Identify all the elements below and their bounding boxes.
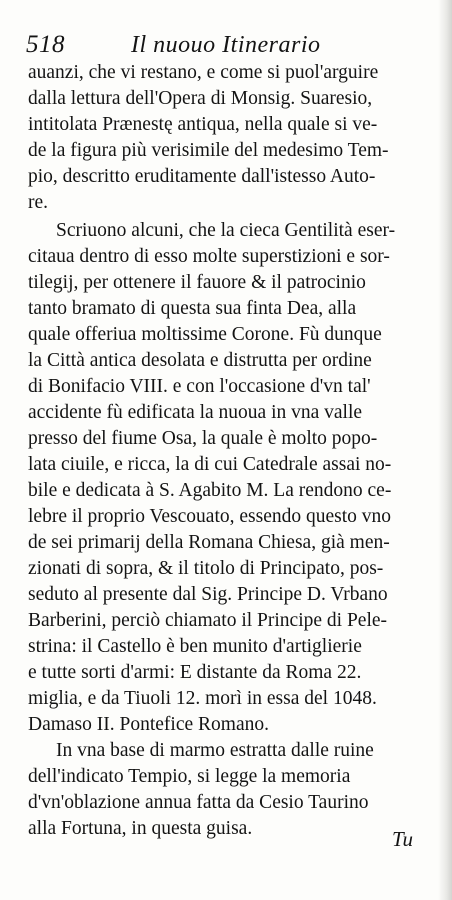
text-line: bile e dedicata à S. Agabito M. La rendono ce-: [28, 480, 392, 501]
text-line: e tutte sorti d'armi: E distante da Roma 22.: [28, 662, 362, 683]
text-line: accidente fù edificata la nuoua in vna valle: [28, 402, 363, 423]
text-line: di Bonifacio VIII. e con l'occasione d'vn tal': [28, 376, 371, 397]
text-line: zionati di sopra, & il titolo di Principato, pos-: [28, 558, 384, 579]
text-line: Damaso II. Pontefice Romano.: [28, 714, 269, 735]
text-line: alla Fortuna, in questa guisa.: [28, 818, 253, 839]
paragraph-start-line: In vna base di marmo estratta dalle ruine: [56, 740, 374, 761]
text-line: strina: il Castello è ben munito d'artiglierie: [28, 636, 362, 657]
text-line: re.: [28, 192, 49, 213]
text-line: de la figura più verisimile del medesimo Tem-: [28, 140, 389, 161]
text-line: citaua dentro di esso molte superstizioni e sor-: [28, 246, 390, 267]
text-line: miglia, e da Tiuoli 12. morì in essa del 1048.: [28, 688, 377, 709]
text-line: lata ciuile, e ricca, la di cui Catedrale assai no-: [28, 454, 392, 475]
running-title: Il nuouo Itinerario: [131, 32, 321, 58]
text-line: auanzi, che vi restano, e come si puol'arguire: [28, 62, 379, 83]
text-line: tilegij, per ottenere il fauore & il patrocinio: [28, 272, 366, 293]
text-line: de sei primarij della Romana Chiesa, già men-: [28, 532, 390, 553]
text-line: intitolata Prænestę antiqua, nella quale si ve-: [28, 114, 378, 135]
page-edge-shadow: [438, 0, 452, 900]
text-line: dell'indicato Tempio, si legge la memoria: [28, 766, 351, 787]
text-line: lebre il proprio Vescouato, essendo questo vno: [28, 506, 392, 527]
text-line: la Città antica desolata e distrutta per ordine: [28, 350, 372, 371]
text-line: quale offeriua moltissime Corone. Fù dunque: [28, 324, 382, 345]
page-number: 518: [26, 31, 65, 58]
text-line: pio, descritto eruditamente dall'istesso Auto-: [28, 166, 376, 187]
text-line: tanto bramato di questa sua finta Dea, alla: [28, 298, 357, 319]
text-line: Barberini, perciò chiamato il Principe di Pele-: [28, 610, 388, 631]
text-line: d'vn'oblazione annua fatta da Cesio Taurino: [28, 792, 369, 813]
catchword: Tu: [392, 827, 414, 851]
text-line: presso del fiume Osa, la quale è molto popo-: [28, 428, 378, 449]
text-line: dalla lettura dell'Opera di Monsig. Suaresio,: [28, 88, 373, 109]
page-header: [26, 30, 426, 60]
paragraph-start-line: Scriuono alcuni, che la cieca Gentilità eser-: [56, 220, 396, 241]
text-line: seduto al presente dal Sig. Principe D. Vrbano: [28, 584, 388, 605]
